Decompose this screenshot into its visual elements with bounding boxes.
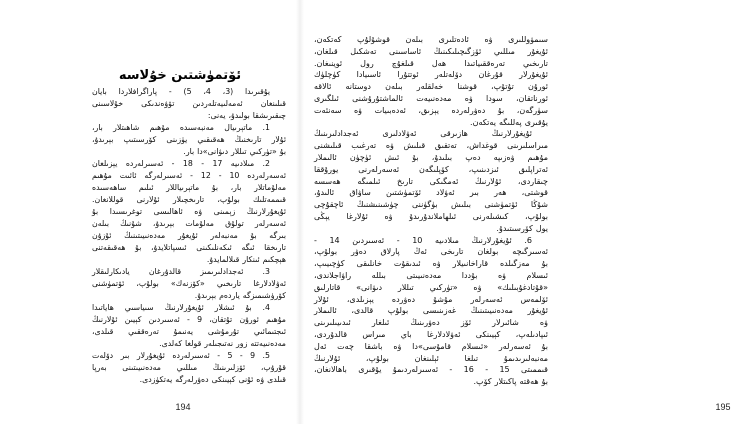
text-line: قىممىتى 15 - 16 - ئەسىرلەردىمۇ يۇقىرى باھالانغان،	[314, 365, 548, 375]
text-line: 2. مىلادىيە 17 - 18 - ئەسىرلەردە يېزىلغان	[92, 159, 270, 168]
text-line: قىلدى ۋە ئۇنى كېيىنكى دەۋرلەرگە يەتكۈزدى.	[139, 375, 286, 384]
text-line: بۇ مەزگىلدە قاراخانىيلار ۋە ئىدىقۇت خانلىقى كۈچىيىپ،	[314, 259, 548, 269]
text-line: تارىخقا ئىگە ئىكەنلىكىنى ئىسپاتلايدۇ، بۇ ھەقىقەتنى	[92, 243, 286, 252]
text-line: شۇڭا ئۆتمۈشنى بىلىش بۈگۈننى چۈشىنىشنىڭ ئاچقۇچى	[314, 200, 548, 210]
text-line: ئۆلمەس ئەسەرلەر مۇشۇ دەۋردە يېزىلدى، ئۇلار	[314, 294, 548, 304]
left-page-text-block	[92, 86, 286, 386]
text-line: ئۇيغۇر مىللىي ئۆزگىچىلىكىنىڭ ئاساسىنى تەشكىل قىلغان،	[314, 46, 548, 56]
text-line: مۇھىم ئورۇن تۇتقان، 9 - ئەسىردىن كېيىن ئۇلارنىڭ	[92, 315, 286, 324]
text-line: 6. ئۇيغۇرلارنىڭ مىلادىيە 10 - ئەسىردىن 14 -	[314, 235, 532, 245]
text-line: ئۇلار تارىخنىڭ ھەقىقىي يۈزىنى كۆرسىتىپ بېرىدۇ،	[92, 135, 286, 144]
text-line: مۇھىم ۋەزىپە دەپ بىلىدۇ، بۇ ئىش ئۈچۈن ئالىملار	[314, 152, 548, 162]
text-line: چىقىرىشقا بولىدۇ، يەنى:	[207, 111, 286, 120]
page-number-left: 194	[175, 402, 191, 412]
text-line: بۇ ھەقتە پاكىتلار كۆپ.	[473, 377, 548, 387]
text-line: ۋە شائىرلار ئۆز دەۋرىنىڭ ئىلغار ئىدىيىلىرىنى	[314, 318, 548, 328]
text-line: ھېچكىم ئىنكار قىلالمايدۇ.	[206, 255, 286, 264]
text-line: بۇ «تۈركىي تىللار دىۋانى»دا بار.	[183, 147, 286, 156]
text-line: چىقاردى، ئۇلارنىڭ ئەمگىكى تارىخ ئىلمىگە ھەسسە	[314, 176, 548, 186]
text-line: ئىجتىمائىي تۇرمۇشى يەنىمۇ تەرەققىي قىلدى،	[92, 327, 286, 336]
text-line: ئۇيغۇرلار قۇرغان دۆلەتلەر ئوتتۇرا ئاسىيادا كۈچلۈك	[314, 70, 548, 80]
text-line: ئىسلام ۋە بۇددا مەدەنىيىتى بىللە راۋاجلاندى،	[314, 270, 548, 280]
text-line: ئەسەرلەر تولۇق مەلۇمات بېرىدۇ، شۇنىڭ بىلەن	[92, 219, 286, 228]
text-line: ئىپادىلەپ، كېيىنكى ئەۋلادلارغا باي مىراس قالدۇردى،	[314, 329, 548, 339]
text-line: يۇقىرىدا (3، 4، 5) - پاراگرافلاردا بايان	[92, 87, 271, 96]
text-line: تارىخىي تەرەققىياتىدا ھەل قىلغۇچ رول ئوينىغان.	[314, 58, 548, 68]
text-line: مىراسلىرىنى قوغداش، تەتقىق قىلىش ۋە تەرغىب قىلىشنى	[314, 141, 548, 151]
text-line: بىرگە بۇ مەنبەلەر ئۇيغۇر مەدەنىيىتىنىڭ ئۇزۇن	[92, 231, 286, 240]
chapter-title: ئۆتمۈشتىن خۇلاسە	[118, 68, 242, 83]
text-line: 1. ماتېرىيال مەنبەسىدە مۇھىم شاھىتلار بار،	[92, 123, 270, 132]
text-line: مەلۇماتلار بار، بۇ ماتېرىياللار ئىلىم ساھەسىدە	[92, 183, 286, 192]
text-line: 5. 9 - 5 - ئەسىرلەردە ئۇيغۇرلار بىر دۆلەت	[92, 351, 270, 360]
text-line: بولۇپ، كىشىلەرنى ئىلھاملاندۇرىدۇ ۋە ئۇلارغا يېڭى	[314, 211, 548, 221]
text-line: قوشتى، ھەر بىر ئەۋلاد ئۆتمۈشتىن ساۋاق ئالىدۇ،	[314, 188, 548, 198]
text-line: يول كۆرسىتىدۇ.	[496, 223, 548, 233]
text-line: «قۇتادغۇبىلىك» ۋە «تۈركىي تىللار دىۋانى» قاتارلىق	[314, 282, 548, 292]
text-line: 3. ئەجدادلىرىمىز قالدۇرغان يادىكارلىقلار	[92, 267, 270, 276]
text-line: يۇقىرى پەللىگە يەتكەن.	[470, 117, 548, 127]
text-line: ئەتراپلىق ئىزدىنىپ، كۆپلىگەن ئەسەرلەرنى يورۇققا	[314, 164, 548, 174]
text-line: ئۇيغۇر مەدەنىيىتىنىڭ غەزىنىسى بولۇپ قالدى، ئالىملار	[314, 306, 548, 316]
text-line: سىمۋوللىرى ۋە ئادەتلىرى بىلەن قوشۇلۇپ كەتكەن،	[314, 35, 548, 44]
text-line: ئەۋلادلارغا تارىخىي «كۆزنەك» بولۇپ، ئۆتمۈشنى	[92, 279, 286, 288]
right-page-text-block	[314, 34, 548, 388]
text-line: قىممەتلىك بولۇپ، تارىخچىلار ئۇلارنى قوللانغان.	[92, 195, 286, 204]
text-line: مەدەنىيەتتە زور نەتىجىلەر قولغا كەلدى.	[159, 339, 286, 348]
text-line: مەنبەلىرىدىمۇ تىلغا ئېلىنغان بولۇپ، ئۇلارنىڭ	[314, 353, 548, 363]
text-line: كۆرۈشىمىزگە ياردەم بېرىدۇ.	[194, 291, 286, 300]
book-gutter	[296, 0, 304, 424]
text-line: سۈرگەن، بۇ دەۋرلەردە يېزىق، ئەدەبىيات ۋە سەنئەت	[314, 105, 548, 115]
text-line: ئورۇن تۇتۇپ، قوشنا خەلقلەر بىلەن دوستانە ئالاقە	[314, 82, 548, 92]
text-line: ئەسىرگىچە بولغان تارىخى ئەڭ پارلاق دەۋر بولۇپ،	[314, 247, 548, 257]
text-line: قىلىنغان ئەمەلىيەتلەردىن تۆۋەندىكى خۇلاسىنى	[92, 99, 286, 108]
page-number-right: 195	[715, 402, 731, 412]
text-line: ئەسەرلەردە 10 - 12 - ئەسىرلەرگە ئائىت مۇھىم	[92, 171, 287, 180]
text-line: قۇرۇپ، ئۆزلىرىنىڭ مىللىي مەدەنىيىتىنى بەرپا	[92, 363, 286, 372]
text-line: ئۇيغۇرلارنىڭ زېمىنى ۋە ئاھالىسى توغرىسىدا بۇ	[92, 207, 286, 216]
text-line: بۇ ئەسەرلەر «ئىسلام قامۇسى»دا ۋە باشقا چەت ئەل	[314, 341, 548, 351]
text-line: 4. بۇ ئىشلار ئۇيغۇرلارنىڭ سىياسىي ھاياتىدا	[92, 303, 270, 312]
text-line: ئورناتقان، سودا ۋە مەدەنىيەت ئالماشتۇرۇشنى ئىلگىرى	[314, 93, 548, 103]
text-line: ئۇيغۇرلارنىڭ ھازىرقى ئەۋلادلىرى ئەجدادلىرىنىڭ	[314, 129, 532, 139]
